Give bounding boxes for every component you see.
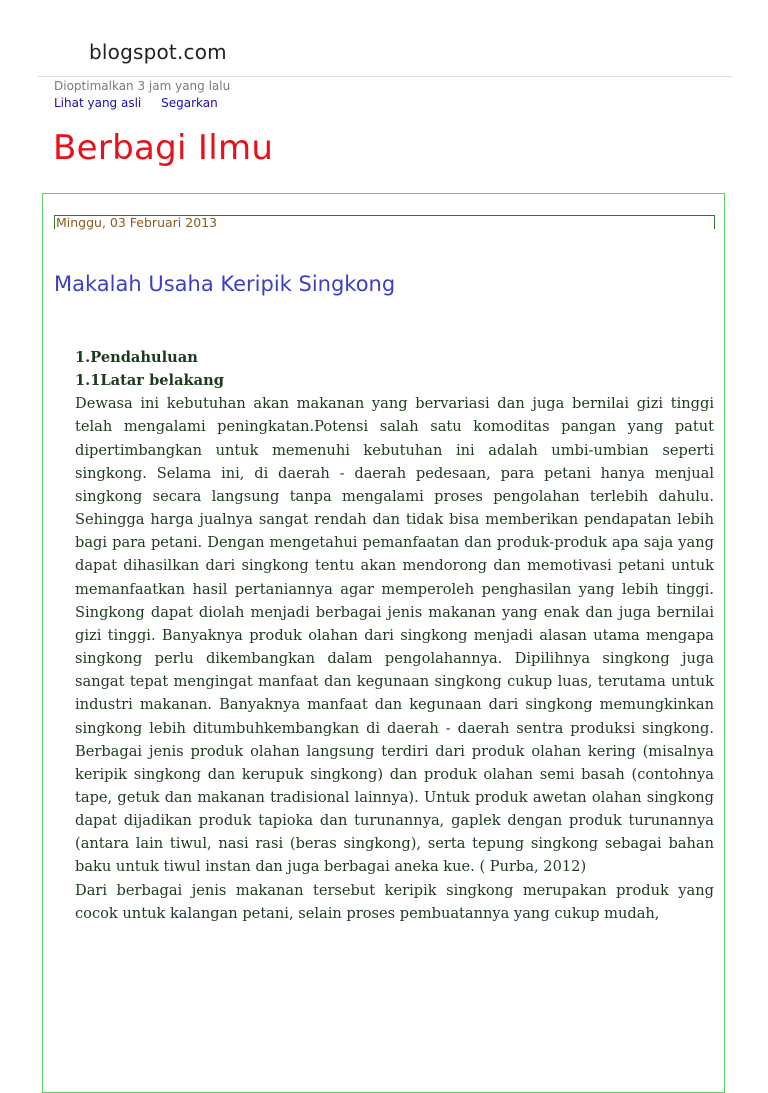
post-title[interactable]: Makalah Usaha Keripik Singkong (54, 272, 396, 296)
header-links (54, 96, 218, 110)
post-date: Minggu, 03 Februari 2013 (56, 215, 218, 230)
blog-title[interactable]: Berbagi Ilmu (53, 128, 274, 168)
post-body (75, 346, 714, 925)
header-divider (38, 76, 732, 77)
refresh-link[interactable]: Segarkan (161, 96, 218, 110)
site-domain: blogspot.com (89, 40, 227, 64)
body-paragraph: Dewasa ini kebutuhan akan makanan yang bervariasi dan juga bernilai gizi tinggi telah mengalami peningkatan.Potensi salah satu komoditas pangan yang patut dipertimbangkan untuk memenuhi kebutuhan ini adalah umbi-umbian seperti singkong. Selama ini, di daerah - daerah pedesaan, para petani hanya menjual singkong secara langsung tanpa mengalami proses pengolahan terlebih dahulu. Sehingga harga jualnya sangat rendah dan tidak bisa memberikan pendapatan lebih bagi para petani. Dengan mengetahui pemanfaatan dan produk-produk apa saja yang dapat dihasilkan dari singkong tentu akan mendorong dan memotivasi petani untuk memanfaatkan hasil pertaniannya agar memperoleh penghasilan yang lebih tinggi. Singkong dapat diolah menjadi berbagai jenis makanan yang enak dan juga bernilai gizi tinggi. Banyaknya produk olahan dari singkong menjadi alasan utama mengapa singkong perlu dikembangkan dalam pengolahannya. Dipilihnya singkong juga sangat tepat mengingat manfaat dan kegunaan singkong cukup luas, terutama untuk industri makanan. Banyaknya manfaat dan kegunaan dari singkong memungkinkan singkong lebih ditumbuhkembangkan di daerah - daerah sentra produksi singkong. Berbagai jenis produk olahan langsung terdiri dari produk olahan kering (misalnya keripik singkong dan kerupuk singkong) dan produk olahan semi basah (contohnya tape, getuk dan makanan tradisional lainnya). Untuk produk awetan olahan singkong dapat dijadikan produk tapioka dan turunannya, gaplek dengan produk turunannya (antara lain tiwul, nasi rasi (beras singkong), serta tepung singkong sebagai bahan baku untuk tiwul instan dan juga berbagai aneka kue. ( Purba, 2012) (75, 395, 714, 876)
subsection-heading: 1.1Latar belakang (75, 372, 224, 390)
view-original-link[interactable]: Lihat yang asli (54, 96, 142, 110)
section-heading: 1.Pendahuluan (75, 349, 198, 366)
body-paragraph: Dari berbagai jenis makanan tersebut keripik singkong merupakan produk yang cocok untuk kalangan petani, selain proses pembuatannya yang cukup mudah, (75, 881, 714, 922)
optimized-notice: Dioptimalkan 3 jam yang lalu (54, 79, 231, 93)
